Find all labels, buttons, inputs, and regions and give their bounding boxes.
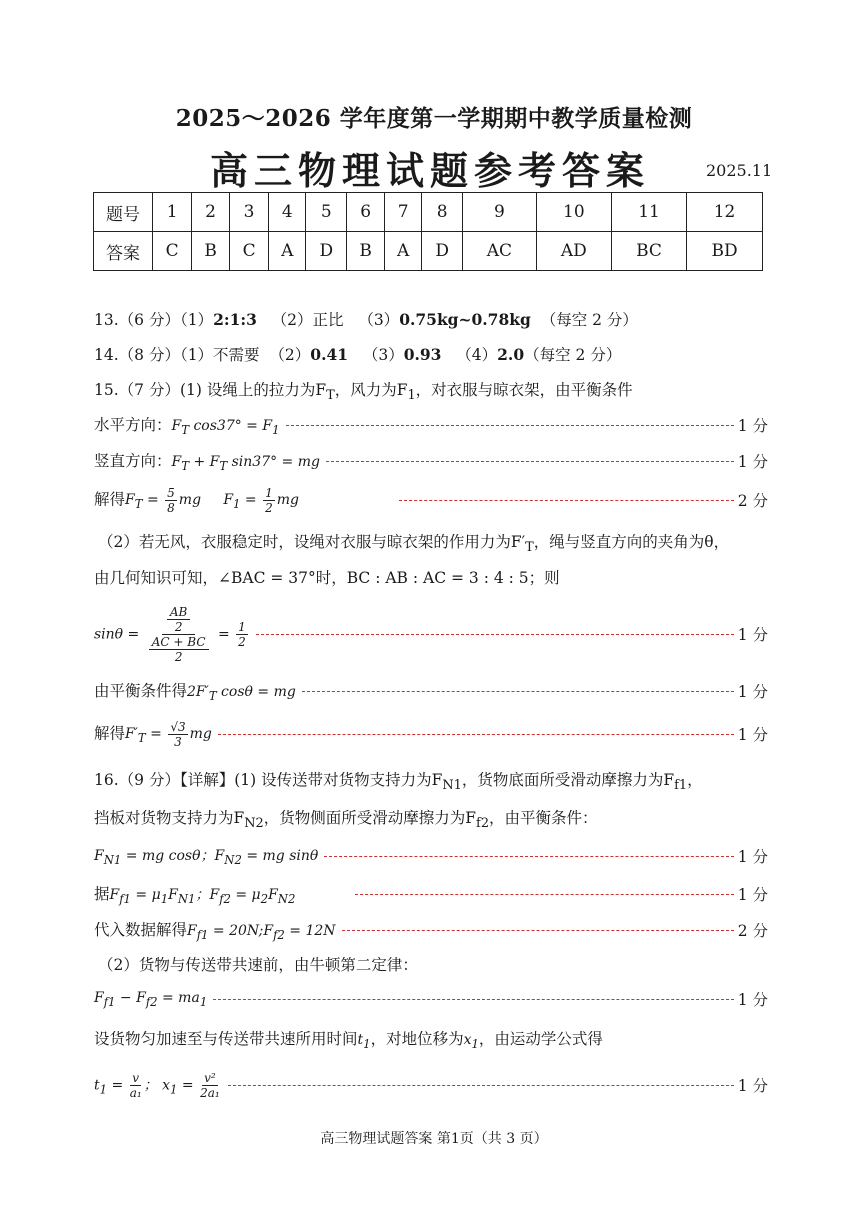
q16-kinematics-eq: $t_1$ = $\frac{v}{\text{a₁}}$ ； $x_1$ = $\frac{\text{v²}}{\text{2a₁}}$ 1 分 — [94, 1070, 768, 1100]
question-number: 2 — [192, 193, 230, 232]
dash-leader — [218, 734, 734, 735]
answer-table — [93, 192, 763, 271]
q16-support-eq: $F_{N1}$ = mg cosθ；$F_{N2}$ = mg sinθ 1 分 — [94, 842, 768, 870]
score-mark: 1 分 — [737, 453, 768, 471]
q16-kinematics-text: 设货物匀加速至与传送带共速所用时间$t_1$，对地位移为$x_1$，由运动学公式得 — [94, 1030, 603, 1051]
question-number-row — [94, 193, 763, 232]
score-mark: 1 分 — [737, 626, 768, 644]
score-mark: 1 分 — [737, 726, 768, 744]
q15-intro: 15.（7 分）(1) 设绳上的拉力为$F_T$，风力为$F_1$，对衣服与晾衣架，由平衡条件 — [94, 381, 633, 404]
answer-cell: C — [153, 232, 192, 271]
question-number: 3 — [229, 193, 268, 232]
question-number: 7 — [385, 193, 422, 232]
question-number: 11 — [612, 193, 687, 232]
question-number: 6 — [347, 193, 385, 232]
score-mark: 1 分 — [737, 991, 768, 1009]
question-number: 1 — [153, 193, 192, 232]
dash-leader — [286, 425, 734, 426]
score-mark: 1 分 — [737, 683, 768, 701]
answer-cell: AC — [463, 232, 537, 271]
dash-leader — [399, 500, 734, 501]
score-mark: 1 分 — [737, 886, 768, 904]
q15-solution-1: 解得$F_T$ = $\frac{5}{8}$ mg $F_1$ = $\frac{1}{2}$ mg 2 分 — [94, 485, 768, 515]
page-title: 高三物理试题参考答案 — [209, 148, 650, 193]
q16-newton-eq: $F_{f1} - F_{f2} = ma_1$ 1 分 — [94, 989, 768, 1009]
answer-cell: B — [192, 232, 230, 271]
exam-subtitle: 2025～2026 学年度第一学期期中教学质量检测 — [175, 105, 693, 132]
dash-leader — [302, 691, 734, 692]
dash-leader — [256, 634, 734, 635]
q14-answer: 14.（8 分）（1）不需要 （2）0.41 （3）0.93 （4）2.0（每空 2 分） — [94, 345, 622, 364]
score-mark: 2 分 — [737, 922, 768, 940]
score-mark: 1 分 — [737, 1077, 768, 1095]
q15-part2-text: （2）若无风，衣服稳定时，设绳对衣服与晾衣架的作用力为$F'_T$，绳与竖直方向的夹角为θ， — [98, 533, 730, 556]
q16-intro-2: 挡板对货物支持力为$F_{N2}$，货物侧面所受滑动摩擦力为$F_{f2}$，由平衡条件： — [94, 809, 598, 832]
exam-date: 2025.11 — [706, 161, 773, 180]
q16-part2-text: （2）货物与传送带共速前，由牛顿第二定律： — [98, 956, 418, 974]
dash-leader — [228, 1085, 734, 1086]
q15-geometry-text: 由几何知识可知，∠BAC = 37°时，BC : AB : AC = 3 : 4 : 5；则 — [94, 569, 560, 587]
q16-friction-values: 代入数据解得$F_{f1}$ = $20N;F_{f2} = 12N$ 2 分 — [94, 916, 768, 944]
q16-intro: 16.（9 分）【详解】(1) 设传送带对货物支持力为$F_{N1}$，货物底面所受滑动摩擦力为$F_{f1}$， — [94, 771, 703, 794]
dash-leader — [326, 461, 734, 462]
q15-sin-eq: sinθ = $\frac{\frac{AB}{2}}{\frac{AC + BC}{2}}$ = $\frac{1}{2}$ 1 分 — [94, 604, 768, 664]
answer-cell: AD — [536, 232, 611, 271]
answer-cell: D — [422, 232, 463, 271]
question-number: 4 — [269, 193, 306, 232]
answer-cell: D — [306, 232, 347, 271]
question-number: 10 — [536, 193, 611, 232]
row-label: 题号 — [94, 193, 153, 232]
score-mark: 2 分 — [737, 492, 768, 510]
answer-row — [94, 232, 763, 271]
row-label: 答案 — [94, 232, 153, 271]
answer-cell: A — [385, 232, 422, 271]
answer-cell: BC — [612, 232, 687, 271]
dash-leader — [324, 856, 733, 857]
q15-vertical-eq: 竖直方向：$F_T + F_T$ sin37° = mg 1 分 — [94, 447, 768, 475]
answer-cell: BD — [687, 232, 763, 271]
answer-cell: B — [347, 232, 385, 271]
q16-friction-eq: 据$F_{f1} = \mu_1F_{N1}$；$F_{f2} = \mu_2F_{N2}$ 1 分 — [94, 880, 768, 908]
answer-cell: A — [269, 232, 306, 271]
dash-leader — [213, 999, 733, 1000]
page-footer: 高三物理试题答案 第1页（共 3 页） — [320, 1131, 548, 1147]
score-mark: 1 分 — [737, 848, 768, 866]
question-number: 9 — [463, 193, 537, 232]
question-number: 5 — [306, 193, 347, 232]
q15-horizontal-eq: 水平方向：$F_T$ $\cos 37^\circ = F_1$ 1 分 — [94, 411, 768, 439]
question-number: 12 — [687, 193, 763, 232]
q13-answer: 13.（6 分）（1）2:1:3 （2）正比 （3）0.75kg~0.78kg （每空 2 分） — [94, 310, 638, 329]
score-mark: 1 分 — [737, 417, 768, 435]
q15-balance-eq: 由平衡条件得$2F'_T$ cosθ = mg 1 分 — [94, 677, 768, 705]
q15-solution-2: 解得$F'_T$ = $\frac{√3}{3}$ mg 1 分 — [94, 719, 768, 749]
answer-cell: C — [229, 232, 268, 271]
question-number: 8 — [422, 193, 463, 232]
dash-leader — [342, 930, 734, 931]
dash-leader — [355, 894, 733, 895]
